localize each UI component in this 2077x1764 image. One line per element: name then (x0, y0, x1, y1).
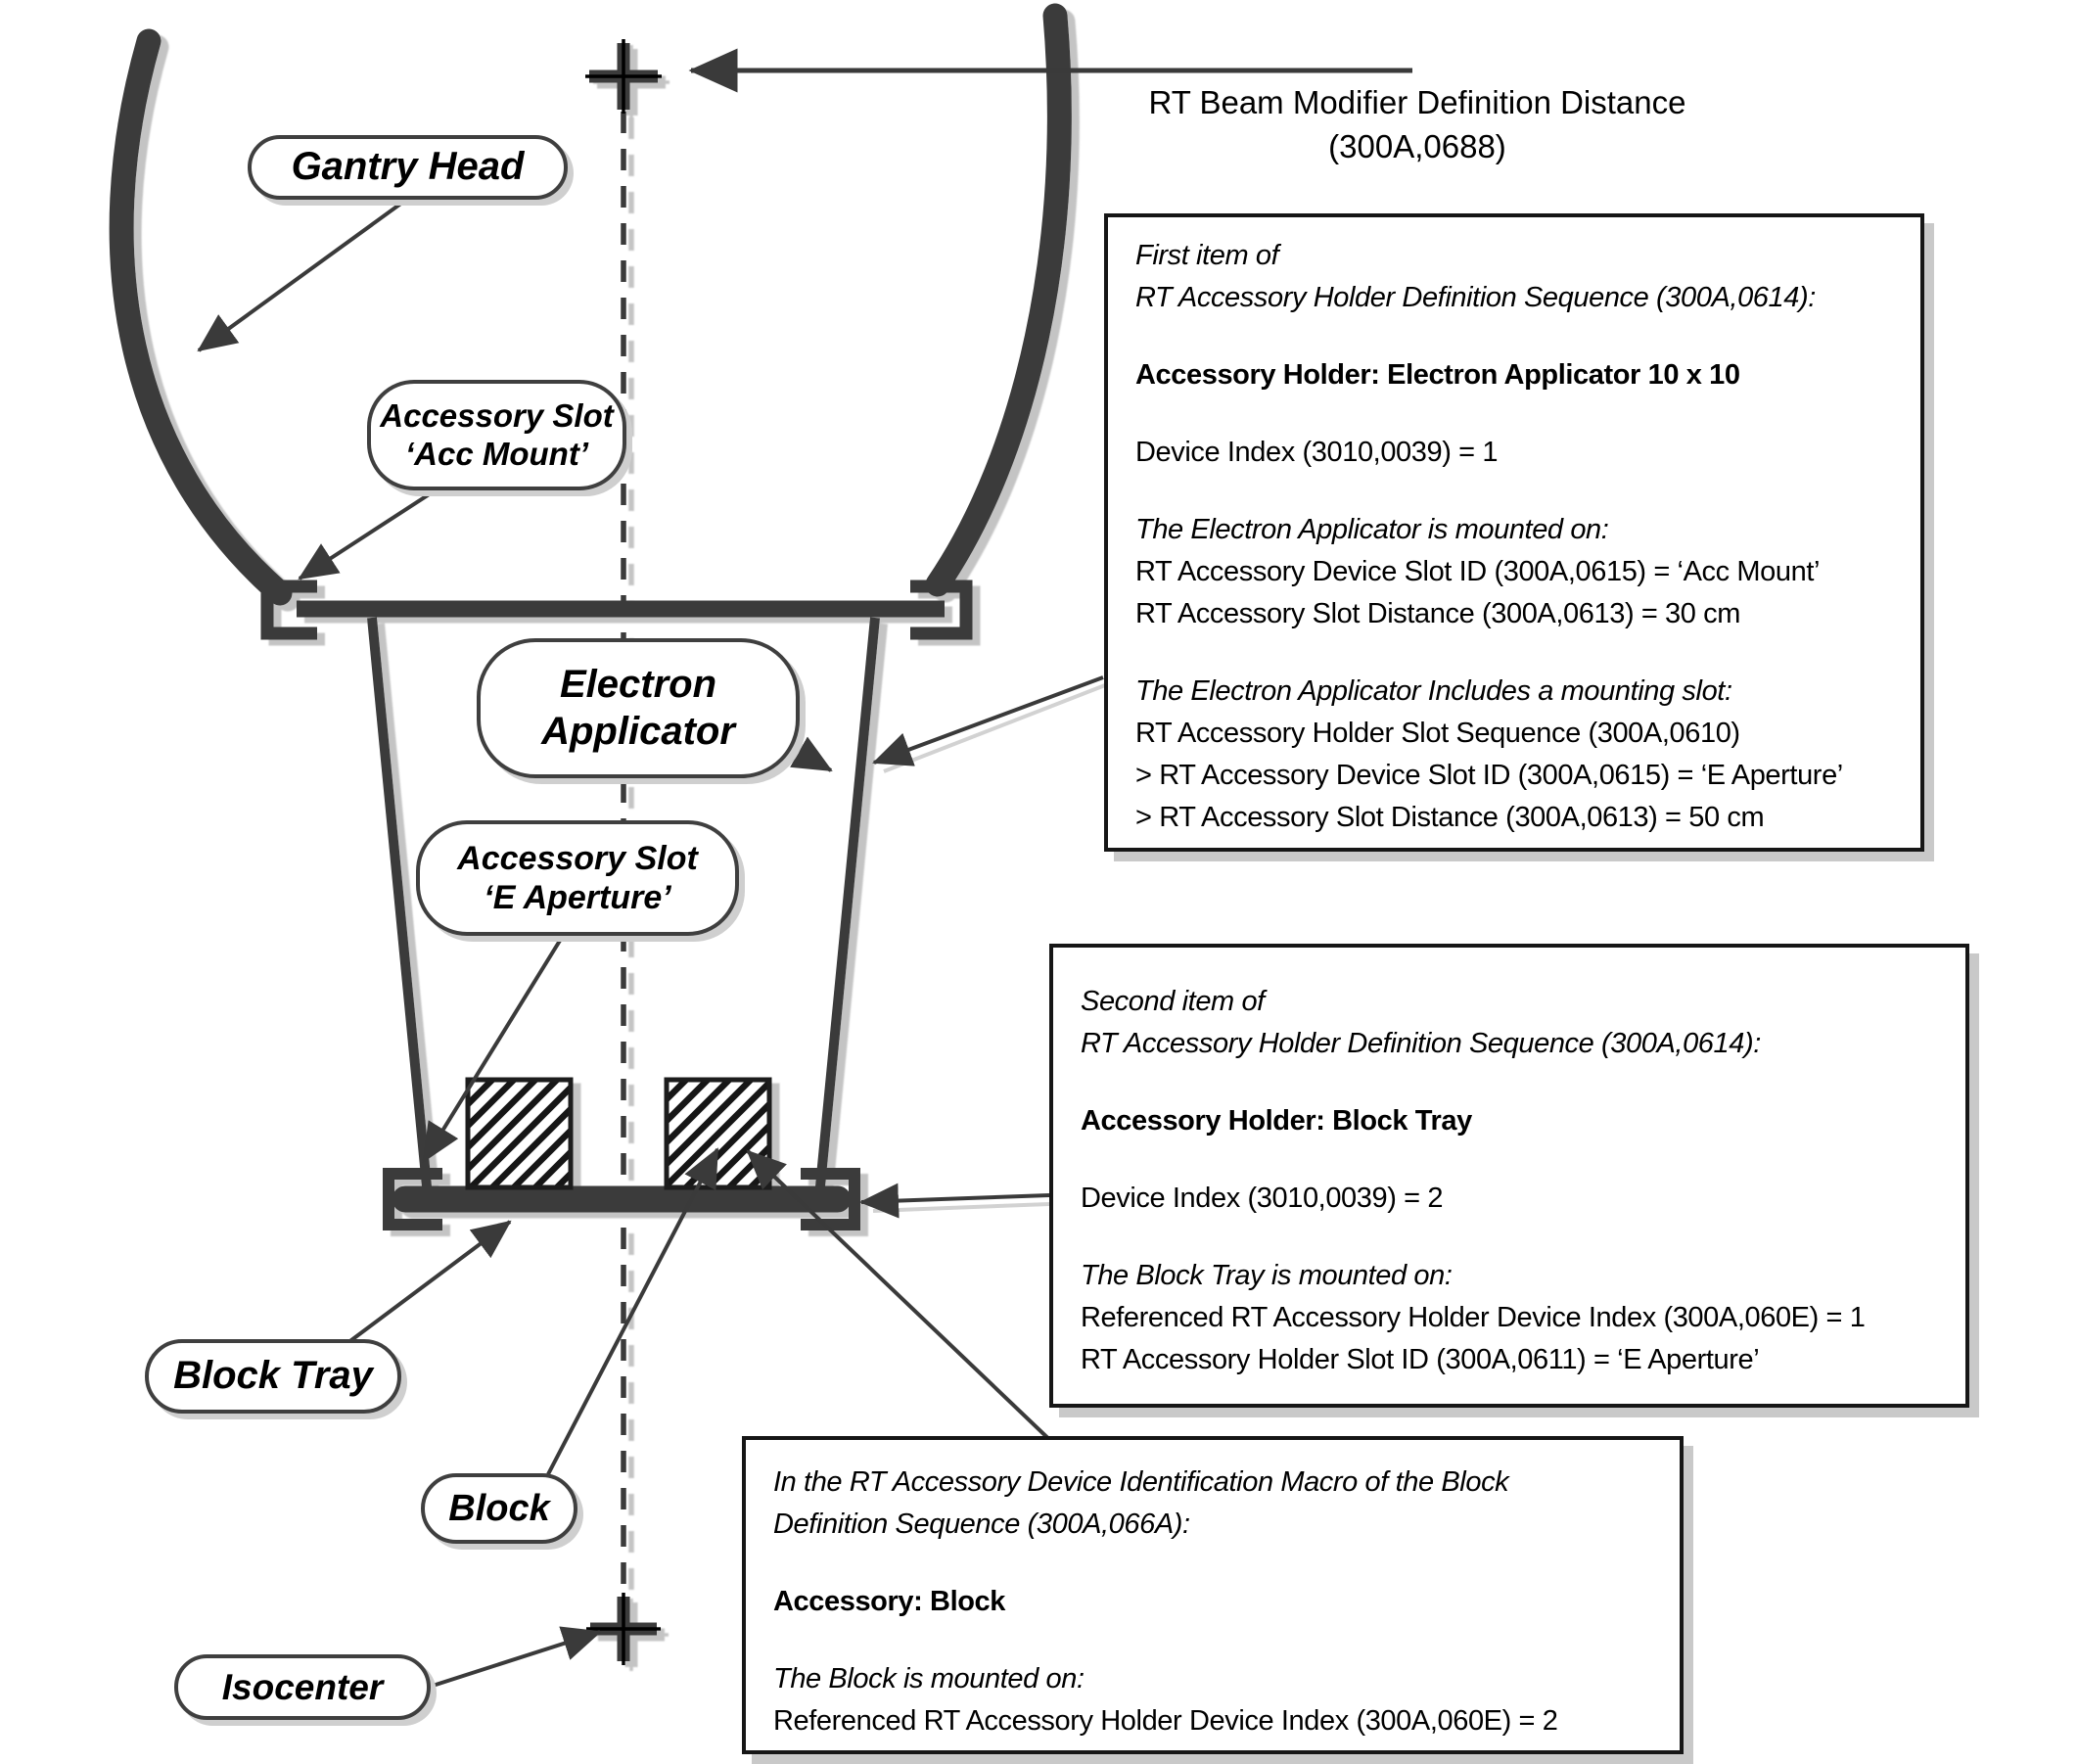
leader-gantry-head (199, 200, 406, 350)
text-line: RT Accessory Holder Slot ID (300A,0611) = ‘E Aperture’ (1081, 1344, 1760, 1375)
text-line: Device Index (3010,0039) = 2 (1081, 1183, 1444, 1214)
text-line (1135, 319, 1893, 354)
leader-isocenter (433, 1632, 600, 1686)
isocenter-cross-icon (586, 1593, 661, 1665)
definition-distance-title (1124, 80, 1711, 168)
text-line (1135, 396, 1893, 432)
block-right-hatched (667, 1080, 769, 1187)
text-line: Block Tray (173, 1354, 373, 1398)
text-line: ‘Acc Mount’ (405, 435, 588, 472)
label-isocenter (174, 1654, 431, 1720)
text-line: Second item of (1081, 986, 1265, 1017)
text-line: Accessory Slot (380, 396, 614, 434)
text-line: Isocenter (221, 1666, 384, 1707)
text-line: RT Accessory Holder Slot Sequence (300A,0610) (1135, 718, 1740, 749)
text-line: (300A,0688) (1328, 128, 1506, 164)
text-line: Accessory Holder: Electron Applicator 10 x 10 (1135, 359, 1740, 391)
text-line: ‘E Aperture’ (484, 879, 671, 916)
text-line (1081, 1065, 1938, 1100)
block-left-hatched (468, 1080, 571, 1187)
box-first-accessory-holder-item (1104, 213, 1924, 852)
text-line (773, 1623, 1652, 1658)
text-line: Gantry Head (291, 145, 525, 189)
label-accessory-slot-e-aperture (416, 820, 739, 936)
text-line: Definition Sequence (300A,066A): (773, 1509, 1190, 1540)
text-line (1081, 1142, 1938, 1178)
applicator-wall-right (820, 618, 875, 1186)
text-line: The Block is mounted on: (773, 1663, 1085, 1694)
text-line: Referenced RT Accessory Holder Device Index (300A,060E) = 2 (773, 1705, 1558, 1737)
text-line: RT Accessory Device Slot ID (300A,0615) = ‘Acc Mount’ (1135, 556, 1821, 587)
text-line (1081, 1220, 1938, 1255)
text-line: The Electron Applicator Includes a mounting slot: (1135, 675, 1732, 707)
text-line: Accessory Slot (457, 839, 698, 877)
text-line: RT Accessory Slot Distance (300A,0613) = 30 cm (1135, 598, 1741, 629)
text-line: RT Accessory Holder Definition Sequence (300A,0614): (1081, 1028, 1761, 1059)
text-line (773, 1546, 1652, 1581)
text-line: Electron (559, 663, 717, 707)
text-line (1135, 474, 1893, 509)
text-line (1135, 635, 1893, 671)
gantry-arc-left (121, 41, 280, 593)
text-line: Applicator (541, 709, 735, 753)
gantry-arc-right (938, 16, 1059, 584)
text-line: In the RT Accessory Device Identification Macro of the Block (773, 1466, 1509, 1498)
box-second-accessory-holder-item (1049, 944, 1969, 1408)
beam-source-cross-icon (585, 39, 662, 114)
text-line: > RT Accessory Device Slot ID (300A,0615) = ‘E Aperture’ (1135, 760, 1843, 791)
text-line: First item of (1135, 240, 1279, 271)
text-line: Accessory Holder: Block Tray (1081, 1105, 1472, 1137)
leader-box2-to-tray (861, 1195, 1049, 1202)
box-block-identification-macro (742, 1436, 1684, 1754)
leader-acc-mount (300, 491, 434, 579)
label-block (421, 1473, 577, 1544)
text-line: Block (448, 1487, 550, 1529)
text-line: The Block Tray is mounted on: (1081, 1260, 1453, 1291)
label-gantry-head (248, 135, 568, 200)
text-line: Device Index (3010,0039) = 1 (1135, 437, 1499, 468)
text-line: Accessory: Block (773, 1586, 1005, 1617)
text-line: Referenced RT Accessory Holder Device Index (300A,060E) = 1 (1081, 1302, 1866, 1333)
text-line: RT Beam Modifier Definition Distance (1148, 84, 1686, 120)
text-line: RT Accessory Holder Definition Sequence (300A,0614): (1135, 282, 1816, 313)
label-block-tray (145, 1339, 401, 1414)
leader-block-tray (340, 1222, 510, 1349)
leader-box1-to-wall (874, 677, 1103, 763)
label-electron-applicator (477, 638, 800, 778)
text-line: The Electron Applicator is mounted on: (1135, 514, 1609, 545)
label-accessory-slot-acc-mount (367, 380, 626, 490)
text-line: > RT Accessory Slot Distance (300A,0613) = 50 cm (1135, 802, 1765, 833)
